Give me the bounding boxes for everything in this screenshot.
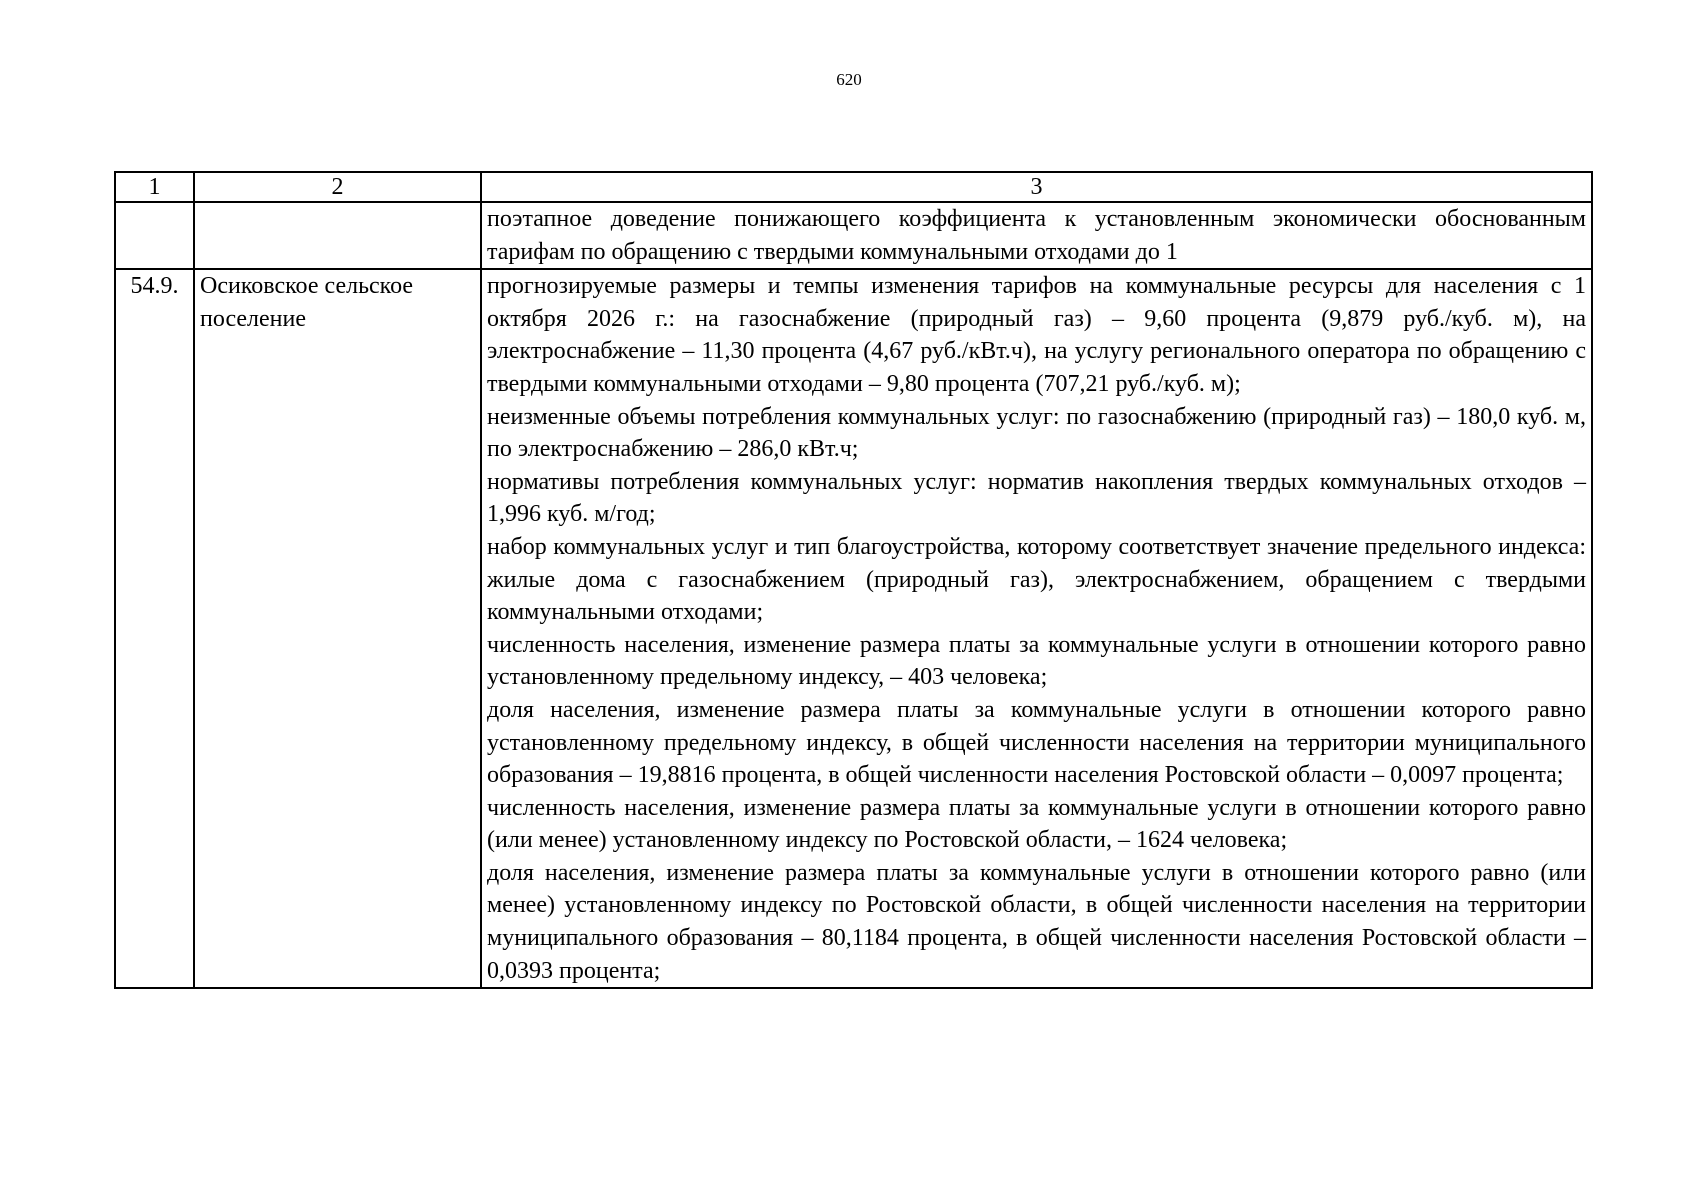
paragraph-consumption-volumes: неизменные объемы потребления коммунальных услуг: по газоснабжению (природный газ) – 180,0 куб. м, по электроснабжению – 286,0 кВт.ч; — [487, 403, 1586, 463]
settlement-name: Осиковское сельское поселение — [194, 269, 481, 988]
row-number: 54.9. — [115, 269, 194, 988]
table-row — [115, 269, 1592, 988]
paragraph-share-at-index: доля населения, изменение размера платы за коммунальные услуги в отношении которого равно установленному предельному индексу, в общей численности населения на территории муниципального образования – 19,8816 процента, в общей численности населения Ростовской области – 0,0097 процента; — [487, 696, 1586, 789]
paragraph-services-set: набор коммунальных услуг и тип благоустройства, которому соответствует значение предельного индекса: жилые дома с газоснабжением (природный газ), электроснабжением, обращением с твердыми коммунальными отходами; — [487, 533, 1586, 626]
tariff-table — [114, 171, 1593, 989]
continuation-text-cell — [481, 202, 1592, 269]
column-header-3: 3 — [481, 172, 1592, 202]
paragraph-tariff-forecast: прогнозируемые размеры и темпы изменения тарифов на коммунальные ресурсы для населения с 1 октября 2026 г.: на газоснабжение (природный газ) – 9,60 процента (9,879 руб./куб. м), на электроснабжение – 11,30 процента (4,67 руб./кВт.ч), на услугу регионального оператора по обращению с твердыми коммунальными отходами – 9,80 процента (707,21 руб./куб. м); — [487, 273, 1586, 397]
column-header-2: 2 — [194, 172, 481, 202]
table-header-row — [115, 172, 1592, 202]
continuation-number-cell — [115, 202, 194, 269]
paragraph-population-at-index: численность населения, изменение размера платы за коммунальные услуги в отношении которого равно установленному предельному индексу, – 403 человека; — [487, 631, 1586, 691]
paragraph-share-below-index: доля населения, изменение размера платы за коммунальные услуги в отношении которого равно (или менее) установленному индексу по Ростовской области, в общей численности населения на территории муниципального образования – 80,1184 процента, в общей численности населения Ростовской области – 0,0393 процента; — [487, 859, 1586, 984]
page-number: 620 — [836, 70, 862, 89]
paragraph-consumption-norms: нормативы потребления коммунальных услуг: норматив накопления твердых коммунальных отходов – 1,996 куб. м/год; — [487, 468, 1586, 528]
paragraph-population-below-index: численность населения, изменение размера платы за коммунальные услуги в отношении которого равно (или менее) установленному индексу по Ростовской области, – 1624 человека; — [487, 794, 1586, 854]
column-header-1: 1 — [115, 172, 194, 202]
row-description-cell — [481, 269, 1592, 988]
continuation-paragraph: поэтапное доведение понижающего коэффициента к установленным экономически обоснованным тарифам по обращению с твердыми коммунальными отходами до 1 — [487, 206, 1586, 265]
continuation-name-cell — [194, 202, 481, 269]
continuation-row — [115, 202, 1592, 269]
